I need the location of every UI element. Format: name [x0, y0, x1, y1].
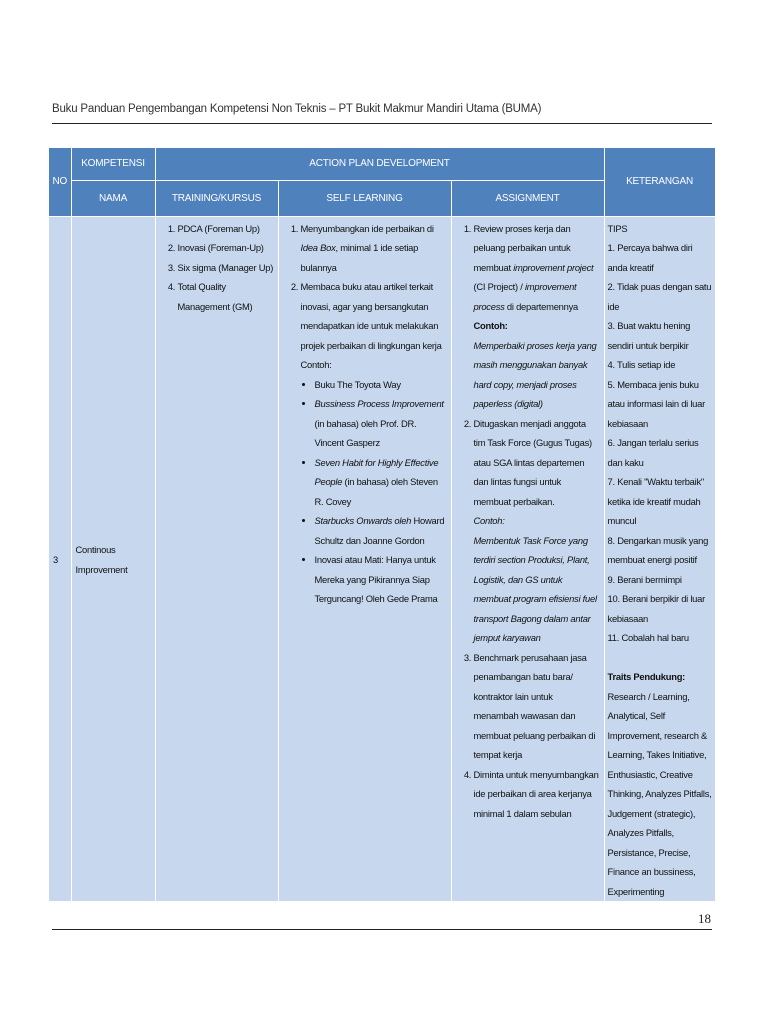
- self-learning-list: [283, 219, 447, 609]
- header-nama: NAMA: [71, 180, 155, 216]
- traits-label: Traits Pendukung:: [607, 671, 686, 682]
- tip-item: 6. Jangan terlalu serius dan kaku: [607, 437, 699, 468]
- example-label: Contoh:: [473, 515, 505, 526]
- text-span: Seven Habit for Highly Effective People: [314, 456, 439, 487]
- book-item: • Inovasi atau Mati: Hanya untuk Mereka yang Pikirannya Siap Terguncang! Oleh Gede Prama: [315, 550, 447, 609]
- footer-rule: [52, 929, 712, 930]
- training-item: 2. Inovasi (Foreman-Up): [178, 238, 274, 258]
- assignment-list: [456, 219, 600, 824]
- tip-item: 11. Cobalah hal baru: [607, 632, 689, 643]
- tip-item: 5. Membaca jenis buku atau informasi lain di luar kebiasaan: [607, 378, 705, 429]
- text-span: (in bahasa) oleh Steven R. Covey: [314, 476, 438, 507]
- header-rule: [52, 123, 712, 124]
- tip-item: 3. Buat waktu hening sendiri untuk berpikir: [607, 320, 691, 351]
- header-self-learning: SELF LEARNING: [278, 180, 451, 216]
- tip-item: 1. Percaya bahwa diri anda kreatif: [607, 242, 693, 273]
- text-span: improvement process: [473, 281, 577, 312]
- row-number: 3: [53, 554, 58, 565]
- tip-item: 9. Berani bermimpi: [607, 573, 682, 585]
- text-span: Menyumbangkan ide perbaikan di: [300, 222, 434, 234]
- text-span: , minimal 1 ide setiap bulannya: [300, 242, 419, 273]
- cell-keterangan: [604, 216, 715, 901]
- header-kompetensi: KOMPETENSI: [71, 148, 155, 180]
- book-item: [315, 453, 447, 512]
- tips-label: TIPS: [607, 222, 628, 234]
- training-item: 4. Total Quality Management (GM): [178, 277, 274, 316]
- header-action-plan: ACTION PLAN DEVELOPMENT: [155, 148, 604, 180]
- example-label: Contoh:: [473, 320, 508, 331]
- book-item: [315, 394, 447, 453]
- table-row: [49, 216, 715, 901]
- text-span: (in bahasa) oleh Prof. DR. Vincent Gasperz: [314, 417, 417, 448]
- example-label: Contoh:: [300, 359, 332, 370]
- header-assignment: ASSIGNMENT: [451, 180, 604, 216]
- training-list: [160, 219, 274, 317]
- text-span: Review proses kerja dan peluang perbaikan untuk membuat: [473, 222, 571, 273]
- cell-assignment: [451, 216, 604, 901]
- document-header-title: Buku Panduan Pengembangan Kompetensi Non Teknis – PT Bukit Makmur Mandiri Utama (BUMA): [52, 103, 542, 115]
- cell-nama: [71, 216, 155, 901]
- traits-text: Research / Learning, Analytical, Self Improvement, research & Learning, Takes Initiative, Enthusiastic, Creative Thinking, Analyzes Pitfalls, Judgement (strategic), Analyzes Pitfalls, Persistance, Precise, Finance an bussiness, Experimenting: [607, 690, 712, 897]
- cell-self-learning: [278, 216, 451, 901]
- text-span: Idea Box: [300, 242, 336, 253]
- tip-item: 2. Tidak puas dengan satu ide: [607, 281, 712, 312]
- assignment-item: [474, 219, 600, 414]
- text-span: improvement project: [513, 261, 594, 273]
- example-text: Memperbaiki proses kerja yang masih menggunakan banyak hard copy, menjadi proses paperless (digital): [473, 339, 597, 409]
- text-span: Howard Schultz dan Joanne Gordon: [314, 515, 445, 546]
- self-learning-item: [301, 277, 447, 609]
- competency-name: Continous Improvement: [75, 544, 128, 575]
- assignment-item: [474, 414, 600, 648]
- header-keterangan: KETERANGAN: [604, 148, 715, 216]
- book-item: [315, 511, 447, 550]
- text-span: (CI Project) /: [473, 281, 525, 292]
- action-plan-table: [49, 148, 716, 901]
- example-text: Membentuk Task Force yang terdiri section Produksi, Plant, Logistik, dan GS untuk membuat program efisiensi fuel transport Bagong dalam antar jemput karyawan: [473, 534, 597, 643]
- header-no: NO: [49, 148, 71, 216]
- text-span: Ditugaskan menjadi anggota tim Task Force (Gugus Tugas) atau SGA lintas departemen dan lintas fungsi untuk membuat perbaikan.: [473, 417, 592, 507]
- book-list: [301, 375, 447, 609]
- text-span: Membaca buku atau artikel terkait inovasi, agar yang bersangkutan mendapatkan ide untuk melakukan projek perbaikan di lingkungan kerja: [300, 281, 442, 351]
- training-item: 1. PDCA (Foreman Up): [178, 219, 274, 239]
- tip-item: 7. Kenali "Waktu terbaik" ketika ide kreatif mudah muncul: [607, 476, 704, 526]
- tip-item: 10. Berani berpikir di luar kebiasaan: [607, 593, 705, 624]
- text-span: di departemennya: [504, 300, 578, 312]
- tip-item: 8. Dengarkan musik yang membuat energi positif: [607, 534, 709, 565]
- assignment-item: 3. Benchmark perusahaan jasa penambangan batu bara/ kontraktor lain untuk menambah wawasan dan membuat peluang perbaikan di tempat kerja: [474, 648, 600, 765]
- cell-no: [49, 216, 71, 901]
- training-item: 3. Six sigma (Manager Up): [178, 258, 274, 278]
- page-number: 18: [698, 911, 711, 926]
- tip-item: 4. Tulis setiap ide: [607, 359, 676, 370]
- text-span: Bussiness Process Improvement: [314, 398, 444, 409]
- header-training: TRAINING/KURSUS: [155, 180, 278, 216]
- book-item: • Buku The Toyota Way: [315, 375, 447, 395]
- cell-training: [155, 216, 278, 901]
- self-learning-item: [301, 219, 447, 278]
- text-span: Starbucks Onwards oleh: [314, 515, 412, 526]
- assignment-item: 4. Diminta untuk menyumbangkan ide perbaikan di area kerjanya minimal 1 dalam sebulan: [474, 765, 600, 824]
